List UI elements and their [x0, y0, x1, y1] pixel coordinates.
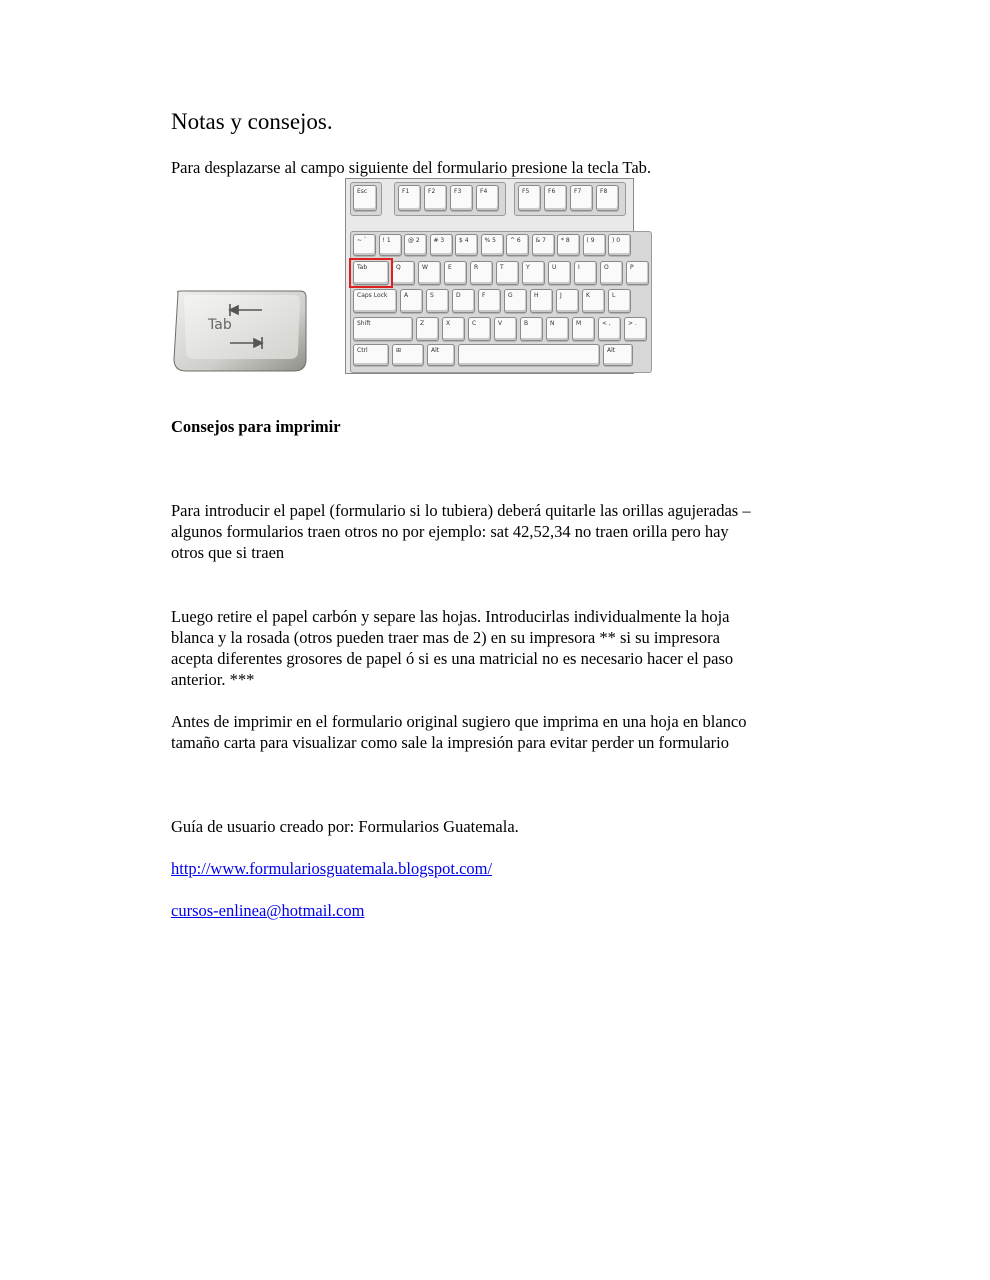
paragraph-line: Antes de imprimir en el formulario original sugiero que imprima en una hoja en blanco [171, 712, 747, 731]
tab-highlight-box [349, 258, 393, 288]
blog-link[interactable]: http://www.formulariosguatemala.blogspot.com/ [171, 859, 493, 878]
key-letter: G [504, 289, 527, 313]
credit-text: Guía de usuario creado por: Formularios Guatemala. [171, 817, 519, 836]
key-letter: N [546, 317, 569, 341]
key-number: $ 4 [455, 234, 478, 256]
page-title: Notas y consejos. [171, 109, 333, 134]
key-number: ( 9 [583, 234, 606, 256]
key-number: ^ 6 [506, 234, 529, 256]
key-number: # 3 [430, 234, 453, 256]
paragraph-carbon [171, 606, 733, 690]
email-link[interactable]: cursos-enlinea@hotmail.com [171, 901, 365, 920]
key-letter: X [442, 317, 465, 341]
key-esc: Esc [353, 185, 377, 211]
key-letter: W [418, 261, 441, 285]
paragraph-line: algunos formularios traen otros no por ejemplo: sat 42,52,34 no traen orilla pero hay [171, 522, 729, 541]
key-number: % 5 [481, 234, 504, 256]
key-letter: O [600, 261, 623, 285]
key-letter: P [626, 261, 649, 285]
key-letter: M [572, 317, 595, 341]
paragraph-test-print [171, 711, 747, 753]
section-title: Consejos para imprimir [171, 417, 341, 436]
key-ctrl: Ctrl [353, 344, 389, 366]
tab-key-image [172, 289, 308, 373]
windows-key-icon: ⊞ [392, 344, 424, 366]
key-letter: < , [598, 317, 621, 341]
key-letter: I [574, 261, 597, 285]
key-caps-lock: Caps Lock [353, 289, 397, 313]
key-alt: Alt [603, 344, 633, 366]
key-letter: J [556, 289, 579, 313]
paragraph-line: Luego retire el papel carbón y separe las hojas. Introducirlas individualmente la hoja [171, 607, 730, 626]
key-letter: C [468, 317, 491, 341]
key-number: & 7 [532, 234, 555, 256]
key-function: F5 [518, 185, 541, 211]
key-function: F1 [398, 185, 421, 211]
key-shift: Shift [353, 317, 413, 341]
key-tab: Tab [353, 261, 389, 285]
key-letter: Q [392, 261, 415, 285]
paragraph-line: anterior. *** [171, 670, 255, 689]
key-letter: A [400, 289, 423, 313]
key-letter: Y [522, 261, 545, 285]
keyboard-image [345, 178, 637, 374]
key-letter: V [494, 317, 517, 341]
key-space [458, 344, 600, 366]
key-function: F3 [450, 185, 473, 211]
key-function: F6 [544, 185, 567, 211]
key-number: ! 1 [379, 234, 402, 256]
key-letter: L [608, 289, 631, 313]
key-letter: T [496, 261, 519, 285]
email-link-line [171, 900, 364, 921]
key-letter: Z [416, 317, 439, 341]
paragraph-line: tamaño carta para visualizar como sale la impresión para evitar perder un formulario [171, 733, 730, 752]
key-number: * 8 [557, 234, 580, 256]
key-function: F4 [476, 185, 499, 211]
tab-key-label: Tab [208, 317, 232, 333]
key-function: F8 [596, 185, 619, 211]
key-number: ) 0 [608, 234, 631, 256]
key-letter: R [470, 261, 493, 285]
blog-link-line [171, 858, 492, 879]
paragraph-line: blanca y la rosada (otros pueden traer mas de 2) en su impresora ** si su impresora [171, 628, 720, 647]
key-function: F2 [424, 185, 447, 211]
key-letter: H [530, 289, 553, 313]
key-function: F7 [570, 185, 593, 211]
paragraph-line: Para introducir el papel (formulario si lo tubiera) deberá quitarle las orillas agujeradas – [171, 501, 751, 520]
key-letter: D [452, 289, 475, 313]
key-letter: U [548, 261, 571, 285]
key-letter: E [444, 261, 467, 285]
key-letter: F [478, 289, 501, 313]
key-number: @ 2 [404, 234, 427, 256]
key-letter: > . [624, 317, 647, 341]
key-letter: K [582, 289, 605, 313]
key-number: ~ ` [353, 234, 376, 256]
paragraph-paper [171, 500, 751, 563]
intro-text: Para desplazarse al campo siguiente del formulario presione la tecla Tab. [171, 158, 652, 177]
paragraph-line: acepta diferentes grosores de papel ó si es una matricial no es necesario hacer el paso [171, 649, 734, 668]
paragraph-line: otros que si traen [171, 543, 285, 562]
key-letter: B [520, 317, 543, 341]
key-letter: S [426, 289, 449, 313]
key-alt: Alt [427, 344, 455, 366]
